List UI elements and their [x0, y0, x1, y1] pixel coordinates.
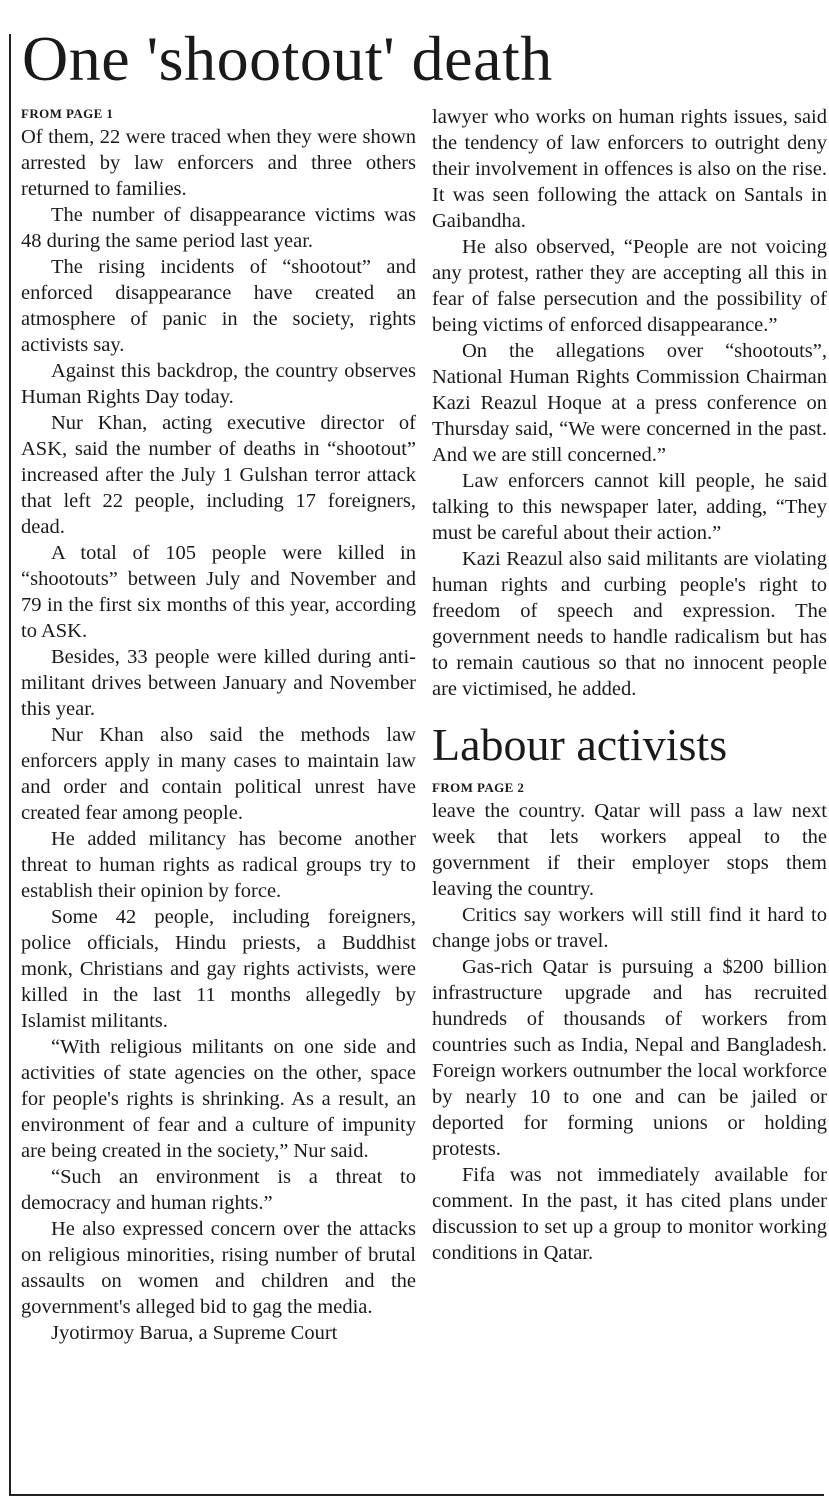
article-paragraph: Kazi Reazul also said militants are violating human rights and curbing people's right to freedom of speech and expression. The government needs to handle radicalism but has to remain cautious so that no innocent people are victimised, he added.	[432, 548, 827, 700]
article-paragraph: “With religious militants on one side and activities of state agencies on the other, space for people's rights is shrinking. As a result, an environment of fear and a culture of impunity are being created in the society,” Nur said.	[21, 1036, 416, 1162]
article-left-column	[21, 104, 416, 1346]
article-paragraph: He also observed, “People are not voicing any protest, rather they are accepting all this in fear of false persecution and the possibility of being victims of enforced disappearance.”	[432, 236, 827, 336]
article-paragraph: Gas-rich Qatar is pursuing a $200 billion infrastructure upgrade and has recruited hundreds of thousands of workers from countries such as India, Nepal and Bangladesh. Foreign workers outnumber the local workforce by nearly 10 to one and can be jailed or deported for forming unions or holding protests.	[432, 956, 827, 1160]
article-paragraph: A total of 105 people were killed in “shootouts” between July and November and 79 in the first six months of this year, according to ASK.	[21, 542, 416, 642]
article-paragraph: On the allegations over “shootouts”, National Human Rights Commission Chairman Kazi Reazul Hoque at a press conference on Thursday said, “We were concerned in the past. And we are still concerned.”	[432, 340, 827, 466]
article-paragraph: Of them, 22 were traced when they were shown arrested by law enforcers and three others returned to families.	[21, 126, 416, 200]
article-paragraph: Critics say workers will still find it hard to change jobs or travel.	[432, 904, 827, 952]
jump-kicker: FROM PAGE 1	[21, 106, 114, 121]
bottom-rule	[9, 1494, 824, 1496]
article-paragraph: Jyotirmoy Barua, a Supreme Court	[51, 1322, 338, 1344]
article-paragraph: Besides, 33 people were killed during anti-militant drives between January and November this year.	[21, 646, 416, 720]
article-right-column	[432, 104, 827, 1266]
article-paragraph: Fifa was not immediately available for comment. In the past, it has cited plans under discussion to set up a group to monitor working conditions in Qatar.	[432, 1164, 827, 1264]
article-paragraph: Some 42 people, including foreigners, police officials, Hindu priests, a Buddhist monk, Christians and gay rights activists, were killed in the last 11 months allegedly by Islamist militants.	[21, 906, 416, 1032]
article-paragraph: “Such an environment is a threat to democracy and human rights.”	[21, 1166, 416, 1214]
left-column-rule	[9, 34, 11, 1496]
article-paragraph: Law enforcers cannot kill people, he said talking to this newspaper later, adding, “They must be careful about their action.”	[432, 470, 827, 544]
article-paragraph: The number of disappearance victims was 48 during the same period last year.	[21, 204, 416, 252]
article-paragraph: He also expressed concern over the attacks on religious minorities, rising number of brutal assaults on women and children and the government's alleged bid to gag the media.	[21, 1218, 416, 1318]
article-headline: One 'shootout' death	[22, 23, 553, 94]
second-article-headline: Labour activists	[432, 719, 728, 770]
article-paragraph: He added militancy has become another threat to human rights as radical groups try to establish their opinion by force.	[21, 828, 416, 902]
article-paragraph: Nur Khan also said the methods law enforcers apply in many cases to maintain law and order and contain political unrest have created fear among people.	[21, 724, 416, 824]
article-paragraph: Nur Khan, acting executive director of ASK, said the number of deaths in “shootout” increased after the July 1 Gulshan terror attack that left 22 people, including 17 foreigners, dead.	[21, 412, 416, 538]
article-paragraph: lawyer who works on human rights issues, said the tendency of law enforcers to outright deny their involvement in offences is also on the rise. It was seen following the attack on Santals in Gaibandha.	[432, 106, 827, 232]
article-paragraph: The rising incidents of “shootout” and enforced disappearance have created an atmosphere of panic in the society, rights activists say.	[21, 256, 416, 356]
second-article-kicker: FROM PAGE 2	[432, 780, 525, 795]
article-paragraph: leave the country. Qatar will pass a law next week that lets workers appeal to the government if their employer stops them leaving the country.	[432, 800, 827, 900]
article-paragraph: Against this backdrop, the country observes Human Rights Day today.	[21, 360, 416, 408]
